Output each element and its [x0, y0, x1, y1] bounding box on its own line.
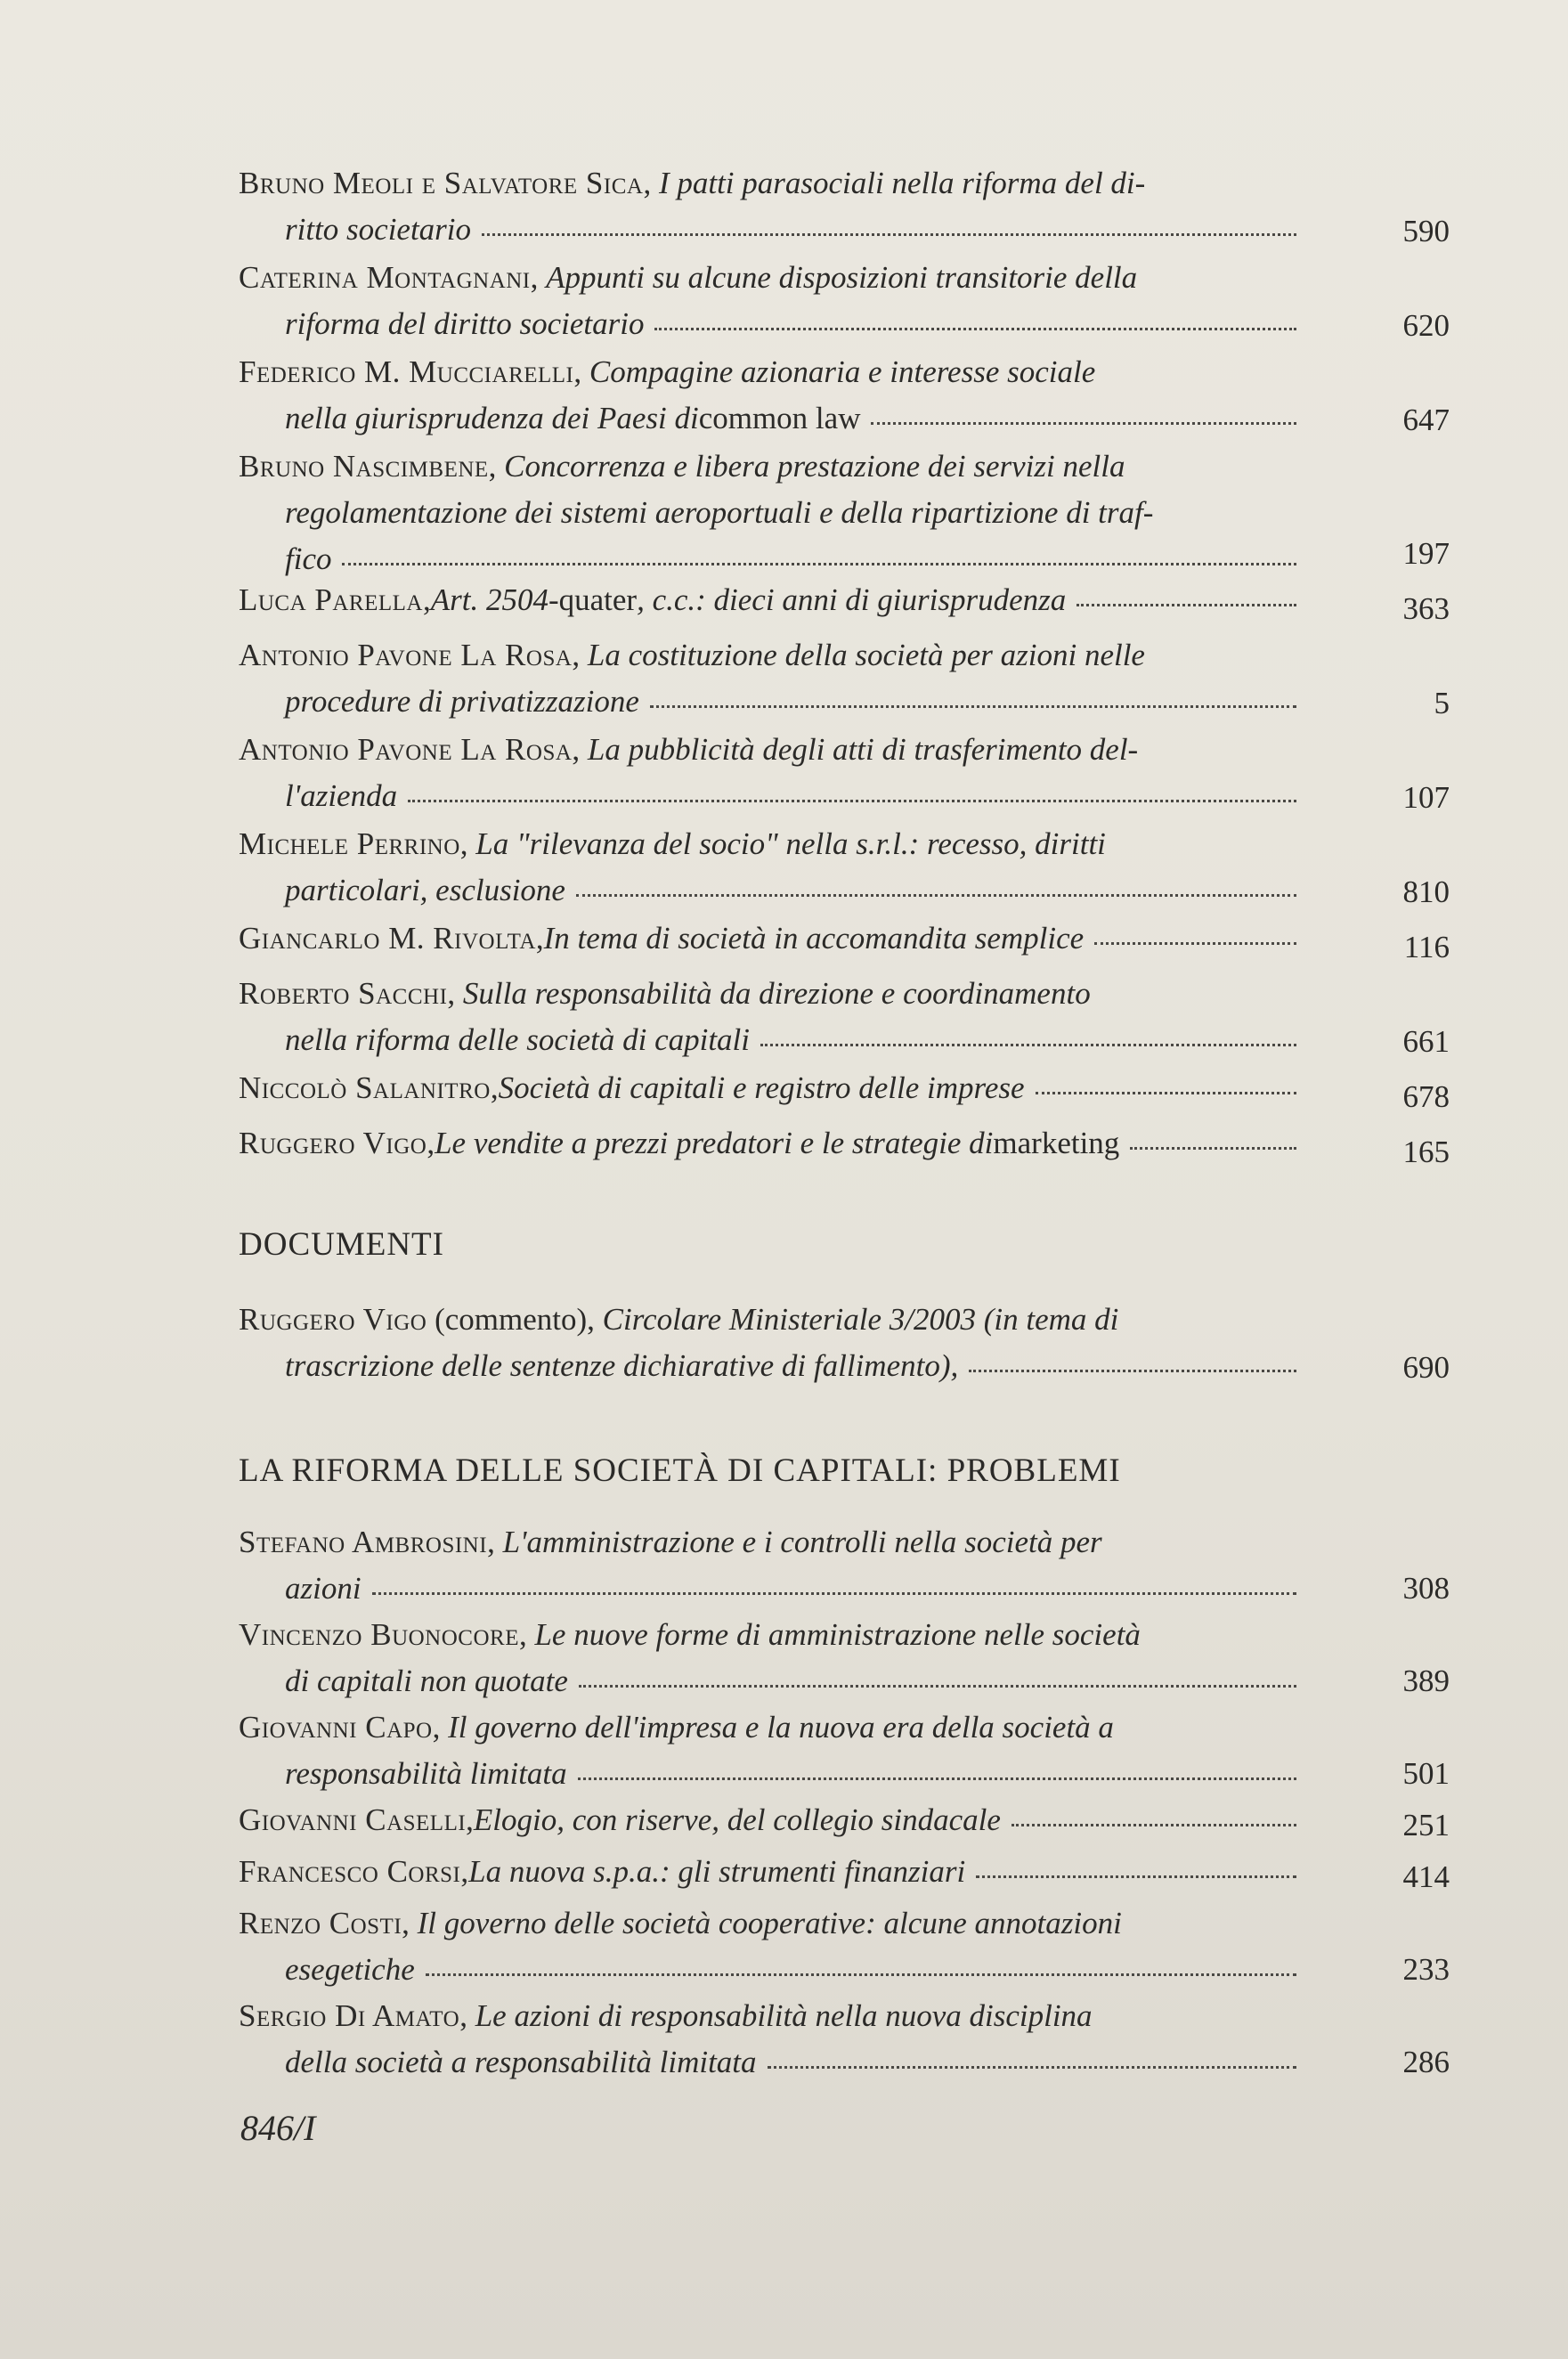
leader-dots	[1130, 1127, 1296, 1153]
entry-page-number: 389	[1402, 1664, 1450, 1698]
toc-entry	[239, 1993, 1450, 2086]
entry-separator: ,	[572, 732, 588, 767]
entry-page-number: 286	[1402, 2045, 1450, 2079]
entry-title: La "rilevanza del socio" nella s.r.l.: recesso, diritti	[475, 826, 1106, 861]
entry-title-tail: , c.c.: dieci anni di giurisprudenza	[637, 582, 1067, 617]
entry-separator: ,	[447, 976, 463, 1011]
toc-entry	[239, 1065, 1450, 1120]
leader-dots	[342, 542, 1296, 569]
leader-dots	[482, 213, 1296, 240]
leader-dots	[1094, 922, 1296, 948]
leader-dots	[578, 1757, 1296, 1784]
entry-title: La nuova s.p.a.: gli strumenti finanziari	[468, 1854, 966, 1889]
entry-title: Concorrenza e libera prestazione dei servizi nella	[504, 449, 1125, 484]
leader-dots	[579, 1664, 1296, 1691]
entry-author: Giovanni Caselli	[239, 1802, 467, 1837]
entry-separator: ,	[487, 1525, 503, 1559]
toc-entry	[239, 821, 1450, 915]
toc-entry	[239, 1900, 1450, 1993]
entry-title-cont: azioni	[285, 1571, 362, 1606]
entry-author: Roberto Sacchi	[239, 976, 448, 1011]
entry-page-number: 363	[1402, 591, 1450, 626]
entry-page-number: 620	[1402, 308, 1450, 343]
entry-author: Caterina Montagnani	[239, 260, 531, 295]
entry-title: Le vendite a prezzi predatori e le strategie di	[435, 1126, 994, 1160]
entry-separator: ,	[572, 638, 588, 672]
entry-page-number: 810	[1402, 874, 1450, 909]
entry-page-number: 197	[1402, 536, 1450, 571]
entry-title-cont: procedure di privatizzazione	[285, 684, 639, 719]
leader-dots	[426, 1953, 1296, 1980]
entry-separator: ,	[427, 1126, 435, 1160]
entry-title-cont: particolari, esclusione	[285, 873, 565, 907]
toc-entry	[239, 255, 1450, 349]
entry-separator: ,	[490, 1070, 499, 1105]
entry-author: Bruno Meoli e Salvatore Sica	[239, 166, 644, 200]
entry-title-cont: nella giurisprudenza dei Paesi di	[285, 401, 699, 435]
toc-entry	[239, 160, 1450, 255]
entry-page-number: 678	[1402, 1079, 1450, 1114]
entry-page-number: 116	[1403, 930, 1450, 964]
toc-block-riforma	[239, 1519, 1450, 2086]
entry-author: Sergio Di Amato	[239, 1998, 460, 2033]
entry-separator: ,	[535, 921, 544, 956]
entry-separator: ,	[459, 826, 476, 861]
entry-title-cont: trascrizione delle sentenze dichiarative di fallimento),	[285, 1348, 959, 1383]
entry-title-upright: common law	[698, 401, 861, 435]
entry-title-cont: riforma del diritto societario	[285, 306, 645, 341]
entry-separator: ,	[573, 354, 589, 389]
leader-dots	[871, 402, 1296, 428]
toc-entry	[239, 1849, 1450, 1900]
entry-separator: ,	[643, 166, 659, 200]
entry-page-number: 414	[1402, 1859, 1450, 1894]
entry-title: La pubblicità degli atti di trasferimento del-	[587, 732, 1139, 767]
entry-title: In tema di società in accomandita semplice	[543, 921, 1085, 956]
entry-title-upright: quater	[558, 582, 638, 617]
toc-entry	[239, 915, 1450, 971]
entry-title: Le nuove forme di amministrazione nelle società	[534, 1617, 1141, 1652]
toc-entry	[239, 443, 1450, 577]
entry-author: Stefano Ambrosini	[239, 1525, 488, 1559]
toc-entry	[239, 349, 1450, 443]
entry-title: Art. 2504-	[430, 582, 559, 617]
toc-block-top	[239, 160, 1450, 1175]
entry-separator: ,	[518, 1617, 535, 1652]
toc-entry	[239, 1120, 1450, 1175]
entry-page-number: 661	[1402, 1024, 1450, 1059]
leader-dots	[372, 1572, 1296, 1598]
entry-author: Renzo Costi	[239, 1906, 402, 1940]
leader-dots	[1011, 1803, 1296, 1830]
leader-dots	[650, 685, 1296, 712]
entry-author: Giovanni Capo	[239, 1710, 433, 1745]
entry-separator: (commento),	[427, 1302, 603, 1337]
leader-dots	[576, 874, 1296, 900]
toc-block-documenti	[239, 1297, 1450, 1391]
entry-page-number: 647	[1402, 403, 1450, 437]
entry-separator: ,	[422, 582, 431, 617]
entry-title: Sulla responsabilità da direzione e coordinamento	[462, 976, 1091, 1011]
entry-page-number: 165	[1402, 1135, 1450, 1169]
entry-title-cont: regolamentazione dei sistemi aeroportuali e della ripartizione di traf-	[285, 495, 1154, 530]
entry-title: Appunti su alcune disposizioni transitorie della	[546, 260, 1138, 295]
entry-title: La costituzione della società per azioni nelle	[587, 638, 1145, 672]
entry-title: Circolare Ministeriale 3/2003 (in tema di	[602, 1302, 1119, 1337]
entry-title-cont: responsabilità limitata	[285, 1756, 567, 1791]
leader-dots	[976, 1855, 1296, 1882]
entry-author: Bruno Nascimbene	[239, 449, 489, 484]
entry-page-number: 501	[1402, 1756, 1450, 1791]
entry-title: Società di capitali e registro delle imprese	[498, 1070, 1025, 1105]
entry-page-number: 107	[1402, 780, 1450, 815]
page-folio: 846/I	[240, 2108, 316, 2148]
entry-separator: ,	[459, 1998, 475, 2033]
leader-dots	[1036, 1071, 1296, 1098]
leader-dots	[969, 1349, 1296, 1376]
entry-page-number: 308	[1402, 1571, 1450, 1606]
entry-separator: ,	[460, 1854, 469, 1889]
entry-title: Il governo dell'impresa e la nuova era della società a	[448, 1710, 1114, 1745]
entry-title: Compagine azionaria e interesse sociale	[589, 354, 1096, 389]
entry-separator: ,	[402, 1906, 418, 1940]
toc-entry	[239, 1612, 1450, 1704]
toc-entry	[239, 1704, 1450, 1797]
entry-page-number: 251	[1402, 1808, 1450, 1842]
entry-author: Federico M. Mucciarelli	[239, 354, 574, 389]
entry-author: Luca Parella	[239, 582, 423, 617]
toc-entry	[239, 971, 1450, 1065]
entry-author: Ruggero Vigo	[239, 1126, 427, 1160]
leader-dots	[768, 2046, 1296, 2072]
entry-page-number: 690	[1402, 1350, 1450, 1385]
section-heading-riforma: LA RIFORMA DELLE SOCIETÀ DI CAPITALI: PROBLEMI	[239, 1452, 1121, 1489]
entry-separator: ,	[432, 1710, 449, 1745]
entry-author: Ruggero Vigo	[239, 1302, 427, 1337]
entry-title: L'amministrazione e i controlli nella società per	[502, 1525, 1102, 1559]
entry-author: Vincenzo Buonocore	[239, 1617, 519, 1652]
entry-page-number: 233	[1402, 1952, 1450, 1987]
entry-title-cont: nella riforma delle società di capitali	[285, 1022, 751, 1057]
entry-title-cont: di capitali non quotate	[285, 1664, 568, 1698]
entry-title: I patti parasociali nella riforma del di-	[658, 166, 1146, 200]
toc-entry	[239, 1797, 1450, 1849]
entry-title-cont: fico	[285, 541, 332, 576]
toc-entry	[239, 1519, 1450, 1612]
entry-title-cont: ritto societario	[285, 212, 472, 247]
leader-dots	[760, 1023, 1296, 1050]
entry-separator: ,	[488, 449, 505, 484]
entry-author: Niccolò Salanitro	[239, 1070, 491, 1105]
entry-title-upright: marketing	[993, 1126, 1120, 1160]
leader-dots	[1076, 583, 1296, 610]
entry-separator: ,	[530, 260, 547, 295]
toc-entry	[239, 632, 1450, 727]
entry-author: Michele Perrino	[239, 826, 460, 861]
entry-title: Elogio, con riserve, del collegio sindacale	[473, 1802, 1001, 1837]
leader-dots	[408, 779, 1296, 806]
toc-entry	[239, 727, 1450, 821]
entry-title-cont: esegetiche	[285, 1952, 415, 1987]
toc-entry	[239, 577, 1450, 632]
entry-separator: ,	[466, 1802, 474, 1837]
entry-title: Le azioni di responsabilità nella nuova disciplina	[475, 1998, 1093, 2033]
entry-title: Il governo delle società cooperative: alcune annotazioni	[417, 1906, 1122, 1940]
entry-page-number: 5	[1434, 686, 1450, 720]
entry-title-cont: l'azienda	[285, 778, 398, 813]
section-heading-documenti: DOCUMENTI	[239, 1226, 444, 1263]
entry-author: Antonio Pavone La Rosa	[239, 638, 573, 672]
entry-page-number: 590	[1402, 214, 1450, 248]
toc-entry	[239, 1297, 1450, 1391]
entry-title-cont: della società a responsabilità limitata	[285, 2045, 757, 2079]
entry-author: Antonio Pavone La Rosa	[239, 732, 573, 767]
leader-dots	[654, 307, 1296, 334]
entry-author: Francesco Corsi	[239, 1854, 461, 1889]
entry-author: Giancarlo M. Rivolta	[239, 921, 536, 956]
